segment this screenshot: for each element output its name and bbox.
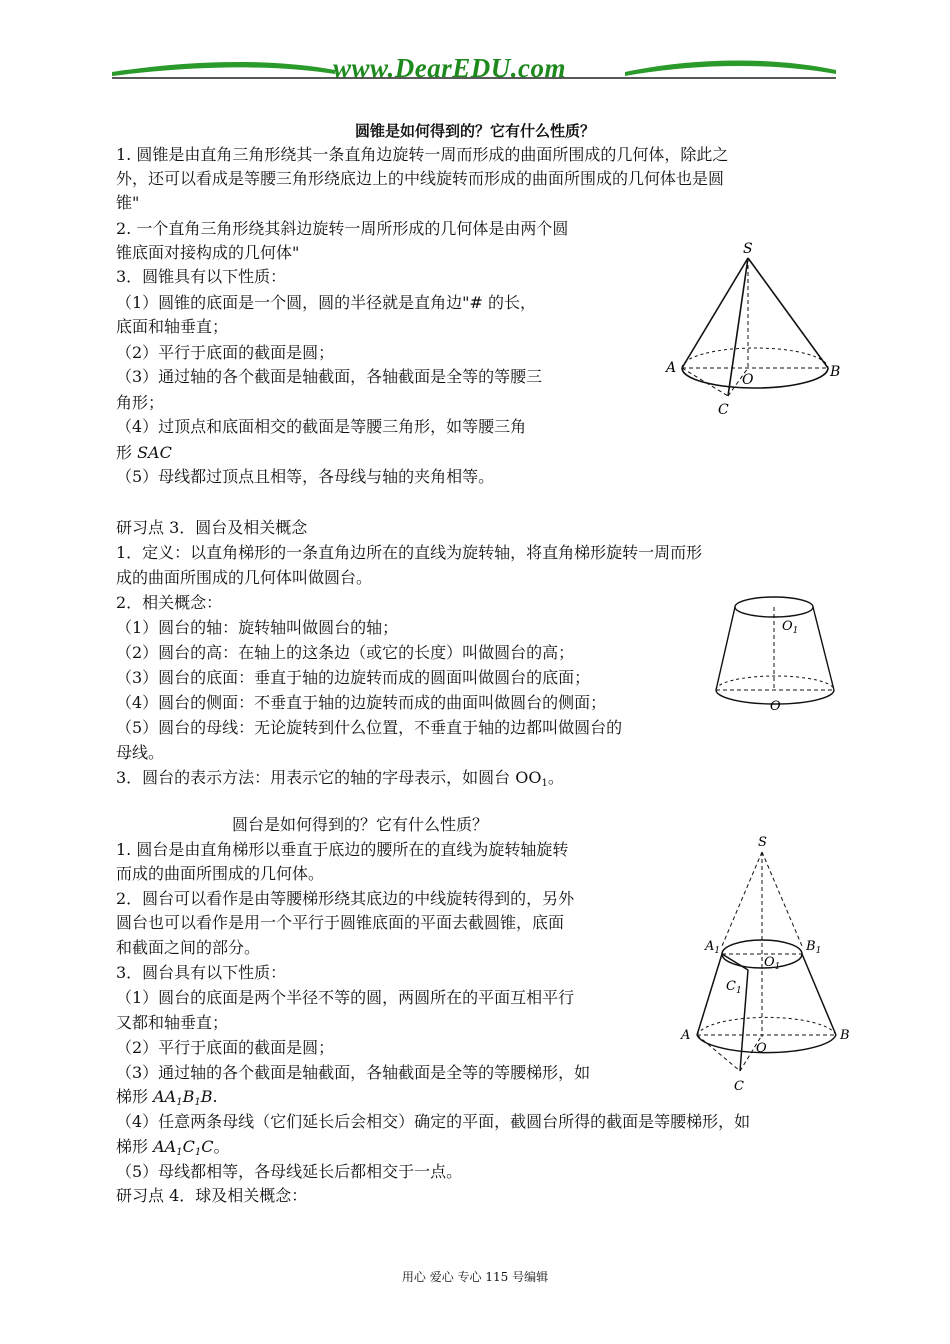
cone-figure xyxy=(660,238,850,418)
text-line: （5）母线都相等，各母线延长后都相交于一点。 xyxy=(116,1162,463,1181)
text-line: 3．圆台具有以下性质： xyxy=(116,963,287,982)
section-heading: 研习点 4．球及相关概念： xyxy=(116,1186,308,1205)
text-line: （1）圆台的轴：旋转轴叫做圆台的轴； xyxy=(116,618,399,637)
label-b: B xyxy=(840,1028,850,1043)
text-line: 锥" xyxy=(116,193,140,212)
text-line: 和截面之间的部分。 xyxy=(116,938,261,957)
site-logo: www.DearEDU.com xyxy=(333,53,567,83)
text-line: 梯形 $AA_1C_1C$。 xyxy=(116,1137,230,1158)
label-s: S xyxy=(743,241,753,257)
text-line: 3．圆台的表示方法：用表示它的轴的字母表示，如圆台 $OO_1$。 xyxy=(116,768,564,789)
text-line: （1）圆台的底面是两个半径不等的圆，两圆所在的平面互相平行 xyxy=(116,988,575,1007)
text-line: 2. 一个直角三角形绕其斜边旋转一周所形成的几何体是由两个圆 xyxy=(116,219,569,238)
text-line: 角形； xyxy=(116,393,165,412)
text-line: 锥底面对接构成的几何体" xyxy=(116,243,300,262)
text-line: 又都和轴垂直； xyxy=(116,1013,229,1032)
text-line: 母线。 xyxy=(116,743,165,762)
text-line: 底面和轴垂直； xyxy=(116,317,229,336)
label-o: O xyxy=(756,1041,767,1056)
label-c: C xyxy=(718,402,729,418)
text-line: 1．定义：以直角梯形的一条直角边所在的直线为旋转轴，将直角梯形旋转一周而形 xyxy=(116,543,703,562)
text-line: 1. 圆锥是由直角三角形绕其一条直角边旋转一周而形成的曲面所围成的几何体，除此之 xyxy=(116,145,729,164)
text-line: （5）圆台的母线：无论旋转到什么位置，不垂直于轴的边都叫做圆台的 xyxy=(116,718,623,737)
text-line: （5）母线都过顶点且相等，各母线与轴的夹角相等。 xyxy=(116,467,495,486)
text-line: 2．圆台可以看作是由等腰梯形绕其底边的中线旋转得到的，另外 xyxy=(116,889,575,908)
text-line: 而成的曲面所围成的几何体。 xyxy=(116,864,325,883)
text-line: 成的曲面所围成的几何体叫做圆台。 xyxy=(116,568,373,587)
text-line: （1）圆锥的底面是一个圆，圆的半径就是直角边"# 的长， xyxy=(116,293,537,312)
text-line: （3）圆台的底面：垂直于轴的边旋转而成的圆面叫做圆台的底面； xyxy=(116,668,591,687)
label-o: O xyxy=(742,372,754,388)
label-o1: $O_1$ xyxy=(764,955,781,972)
text-line: 1. 圆台是由直角梯形以垂直于底边的腰所在的直线为旋转轴旋转 xyxy=(116,840,569,859)
text-line: （4）过顶点和底面相交的截面是等腰三角形，如等腰三角 xyxy=(116,417,527,436)
math-aa1c1c: $AA_1C_1C$ xyxy=(153,1137,214,1158)
subtitle: 圆台是如何得到的？它有什么性质？ xyxy=(232,815,489,834)
text-line: （4）任意两条母线（它们延长后会相交）确定的平面，截圆台所得的截面是等腰梯形，如 xyxy=(116,1112,751,1131)
label-b1: $B_1$ xyxy=(806,939,822,956)
section-heading: 研习点 3．圆台及相关概念 xyxy=(116,518,308,537)
label-a: A xyxy=(681,1028,691,1043)
text-line: （2）平行于底面的截面是圆； xyxy=(116,343,335,362)
text-line: 梯形 $AA_1B_1B$. xyxy=(116,1087,218,1108)
text-line: （3）通过轴的各个截面是轴截面，各轴截面是全等的等腰三 xyxy=(116,367,543,386)
page-title: 圆锥是如何得到的？它有什么性质？ xyxy=(354,122,595,140)
label-c1: $C_1$ xyxy=(726,979,742,996)
text-line: 形 SAC xyxy=(116,443,172,462)
text-line: （2）平行于底面的截面是圆； xyxy=(116,1038,335,1057)
text-line: （3）通过轴的各个截面是轴截面，各轴截面是全等的等腰梯形，如 xyxy=(116,1063,591,1082)
text-line: 2．相关概念： xyxy=(116,593,223,612)
text-line: 圆台也可以看作是用一个平行于圆锥底面的平面去截圆锥，底面 xyxy=(116,913,565,932)
text-line: 3．圆锥具有以下性质： xyxy=(116,267,287,286)
math-sac: SAC xyxy=(137,443,172,462)
text-line: （4）圆台的侧面：不垂直于轴的边旋转而成的曲面叫做圆台的侧面； xyxy=(116,693,607,712)
label-a: A xyxy=(666,360,677,376)
label-s: S xyxy=(758,835,767,850)
text-line: （2）圆台的高：在轴上的这条边（或它的长度）叫做圆台的高； xyxy=(116,643,575,662)
label-c: C xyxy=(734,1079,744,1094)
label-b: B xyxy=(830,364,841,380)
math-aa1b1b: $AA_1B_1B$ xyxy=(153,1087,213,1108)
page-footer: 用心 爱心 专心 115 号编辑 xyxy=(401,1270,549,1284)
truncated-cone-figure xyxy=(672,832,862,1102)
text-line: 外，还可以看成是等腰三角形绕底边上的中线旋转而形成的曲面所围成的几何体也是圆 xyxy=(116,169,725,188)
label-o: O xyxy=(770,699,781,714)
label-o1: $O_1$ xyxy=(782,619,799,636)
label-a1: $A_1$ xyxy=(705,939,721,956)
frustum-figure xyxy=(710,592,860,717)
